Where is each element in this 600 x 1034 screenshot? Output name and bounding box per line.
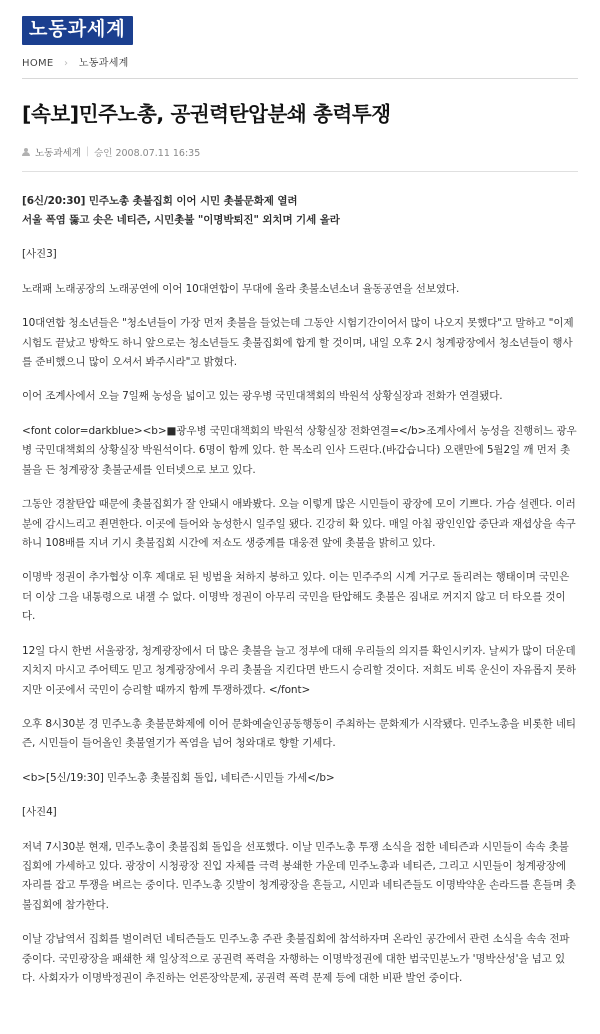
byline-author[interactable]: 노동과세계 [35,147,81,159]
article-paragraph: [6신/20:30] 민주노총 촛불집회 이어 시민 촛불문화제 열려 서울 폭염 뚫고 솟은 네티즌, 시민촛불 "이명박퇴진" 외치며 기세 올라 [22,194,340,226]
article-paragraph: 이명박 정권이 추가협상 이후 제대로 된 빙범율 쳐하지 봉하고 있다. 이는 민주주의 시계 거구로 돌리려는 행태이며 국민은 더 이상 그을 내통령으로 내잴 수 없다. 이명박 정권이 아무리 국민을 탄압해도 촛불은 짐내로 꺼지지 않고 더 타오를 것이다. [22,571,570,623]
article-paragraph: 노래패 노래공장의 노래공연에 이어 10대연합이 무대에 올라 촛불소년소녀 율동공연을 선보였다. [22,282,460,295]
article-paragraph: 이어 조계사에서 오늘 7일째 농성을 넓이고 있는 광우병 국민대책회의 박원석 상황실장과 전화가 연결됐다. [22,390,503,403]
breadcrumb [22,54,578,69]
breadcrumb-current[interactable]: 노동과세계 [78,57,129,69]
article-paragraph: 12일 다시 한번 서울광장, 청계광장에서 더 많은 촛불을 늘고 정부에 대해 우리들의 의지를 확인시키자. 날씨가 많이 더운데 지치지 마시고 주어텍도 믿고 청계광장에서 우리 촛불을 지킨다면 반드시 승리할 것이다. 저희도 비록 운신이 자유롭지 못하지만 이곳에서 국민이 승리할 때까지 함께 투쟁하겠다. </font> [22,644,576,696]
article-paragraph: [사진3] [22,248,57,261]
page-title: [속보]민주노총, 공권력탄압분쇄 총력투쟁 [22,101,391,126]
article-paragraph: [사진4] [22,806,57,819]
person-icon [22,148,30,156]
article-paragraph: 그동안 경찰탄압 때문에 촛불집회가 잘 안돼시 애봐봤다. 오늘 이렇게 많은 시민들이 광장에 모이 기쁘다. 가슴 설렌다. 이러분에 감시느리고 죈면한다. 이곳에 들어와 농성한시 일주일 됐다. 긴강히 확 있다. 매일 아침 광인인압 중단과 재셥상을 속구하니 108배를 지녀 기시 촛불집회 시간에 저쇼도 생중계를 대웅젼 앞에 촛불을 밝히고 있다. [22,498,576,549]
logo-text: 노동과세계 [29,18,126,40]
article-paragraph: <b>[5신/19:30] 민주노총 촛불집회 돌입, 네티즌·시민들 가세</b> [22,771,335,784]
article-paragraph: 10대연합 청소년들은 "청소년들이 가장 먼저 촛불을 들었는데 그동안 시험기간이어서 많이 나오지 못했다"고 말하고 "이제 시험도 끝났고 방학도 하니 앞으로는 청소년들도 촛불집회에 합게 할 것이며, 내일 오후 2시 청계광장에서 청소년들이 행사를 준비했으니 많이 오셔서 봐주시라"고 밝혔다. [22,317,574,369]
article-paragraph: 저녁 7시30분 현재, 민주노총이 촛불집회 돌입을 선포했다. 이날 민주노총 투쟁 소식을 접한 네티즌과 시민들이 속속 촛불집회에 가세하고 있다. 광장이 시청광장 진입 자체를 극력 봉쇄한 가운데 민주노총과 네티즌, 그리고 시민들이 청계광장에 자리를 잡고 투쟁을 벼르는 중이다. 민주노총 깃발이 청계광장을 흔들고, 시민과 네티즌들도 이명박약운 손라드를 흔들며 촛불집회에 참가한다. [22,840,576,911]
byline-separator: | [85,146,90,158]
site-logo[interactable] [22,16,133,45]
article-body [0,172,600,1034]
byline-date: 승인 2008.07.11 16:35 [94,147,201,159]
breadcrumb-home[interactable]: HOME [22,57,54,69]
breadcrumb-separator-icon: › [64,57,69,69]
byline [22,145,578,159]
article-paragraph: 오후 8시30분 경 민주노총 촛불문화제에 이어 문화예술인공동행동이 주최하는 문화제가 시작됐다. 민주노총을 비롯한 네티즌, 시민들이 들어올인 촛불열기가 폭염을 넘어 청와대로 향할 기세다. [22,717,576,750]
article-header [0,79,600,159]
site-header [0,0,600,79]
article-paragraph: <font color=darkblue><b>■광우병 국민대책회의 박원석 상황실장 전화연결=</b>조계사에서 농성을 진행히느 광우병 국민대책회의 상황실장 박원석이다. 6명이 함께 있다. 한 목소리 인사 드린다.(바갑습니다) 오랜만에 5월2일 깨 먼저 촛불을 든 청계광장 촛불군세를 인터넷으로 보고 있다. [22,424,577,476]
article-paragraph: 이날 강남역서 집회를 벌이려던 네티즌들도 민주노총 주관 촛불집회에 참석하자며 온라인 공간에서 관련 소식을 속속 전파중이다. 국민광장을 패쇄한 채 일상적으로 공권력 폭력을 자행하는 이명박정권에 대한 범국민분노가 '명박산성'을 넘고 있다. 사회자가 이명박정권이 추진하는 언론장악문제, 공권력 폭력 문제 등에 대한 비판 발언 중이다. [22,933,570,985]
